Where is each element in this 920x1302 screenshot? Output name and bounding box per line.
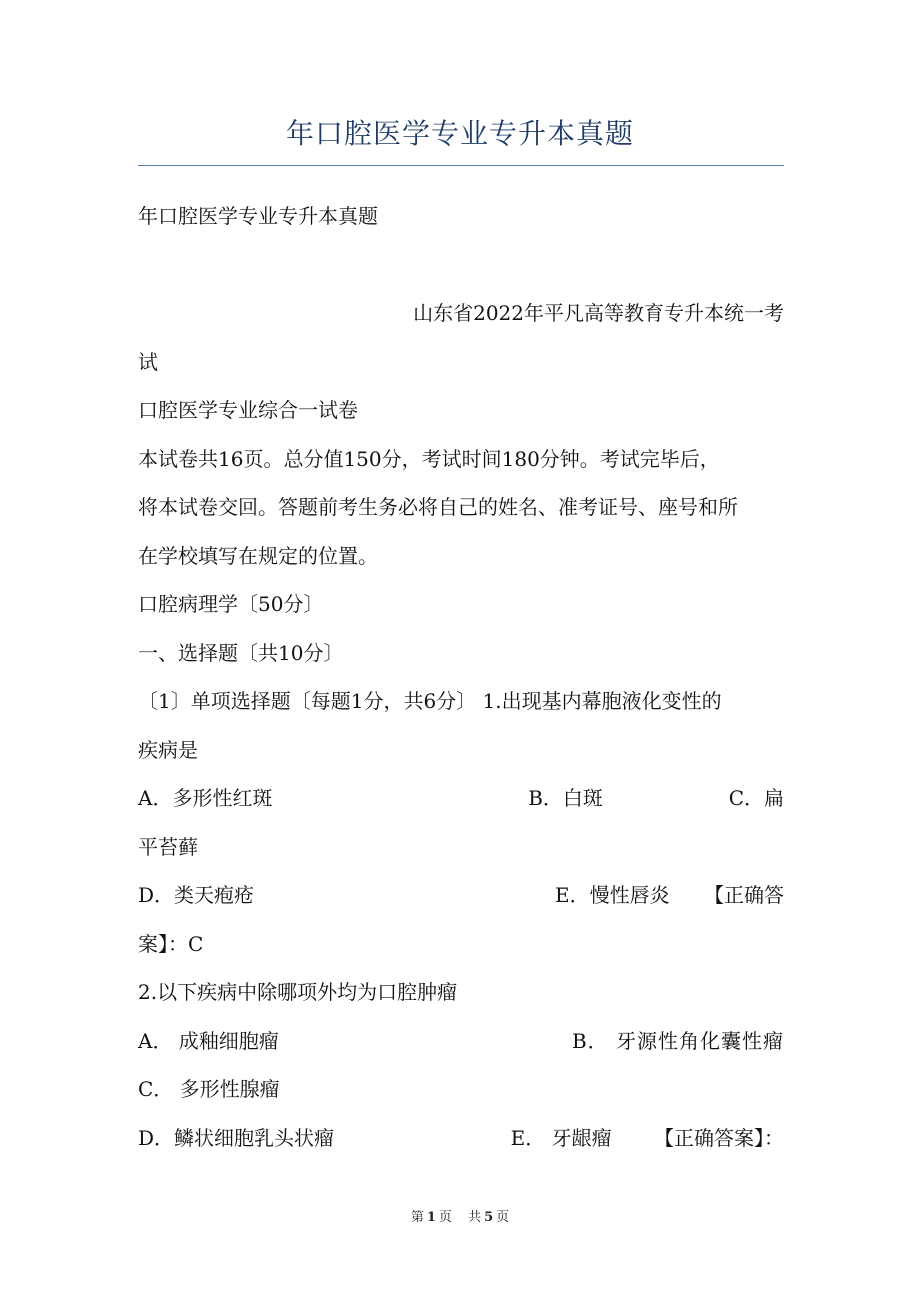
instructions-line: 将本试卷交回。答题前考生务必将自己的姓名、准考证号、座号和所: [138, 495, 738, 519]
option-e: E． 牙龈瘤: [510, 1125, 612, 1150]
document-title: 年口腔医学专业专升本真题: [285, 117, 634, 150]
exam-line-wrap: 试: [138, 349, 158, 374]
instructions-line: 在学校填写在规定的位置。: [138, 543, 378, 568]
total-pages: 共 5 页: [468, 1210, 510, 1225]
answer-label: 【正确答案】：: [654, 1125, 784, 1150]
option-e: E．慢性唇炎: [555, 883, 670, 907]
question-1-stem: 〔1〕单项选择题〔每题1分，共6分〕 1.出现基内幕胞液化变性的: [138, 689, 722, 713]
instructions-line: 本试卷共16页。总分值150分，考试时间180分钟。考试完毕后，: [138, 446, 720, 471]
title-underline: [138, 165, 784, 166]
option-b: B． 牙源性角化囊性瘤: [571, 1028, 784, 1053]
body-heading: 年口腔医学专业专升本真题: [138, 204, 378, 228]
option-d: D．鳞状细胞乳头状瘤: [138, 1125, 335, 1150]
option-d: D．类天疱疮: [138, 883, 255, 907]
question-1-options-row: [138, 774, 784, 823]
question-2-stem: 2.以下疾病中除哪项外均为口腔肿瘤: [138, 980, 458, 1004]
part-heading: 一、选择题〔共10分〕: [138, 640, 344, 665]
question-2-options-row: [138, 1017, 784, 1066]
section-heading: 口腔病理学〔50分〕: [138, 592, 324, 616]
page-number: 第 1 页: [410, 1210, 452, 1225]
option-c-wrap: 平苔藓: [138, 834, 198, 859]
answer-label: 【正确答: [704, 883, 784, 907]
question-1-stem-wrap: 疾病是: [138, 737, 198, 762]
option-b: B．白斑: [528, 786, 603, 810]
option-c: C． 多形性腺瘤: [138, 1077, 280, 1101]
option-c: C．扁: [728, 786, 784, 810]
document-body: [138, 192, 784, 1162]
option-a: A．多形性红斑: [138, 786, 273, 810]
blank-line: [138, 241, 784, 290]
question-1-options-row-2: [138, 871, 784, 920]
paper-name: 口腔医学专业综合一试卷: [138, 398, 358, 422]
option-a: A． 成釉细胞瘤: [138, 1028, 279, 1053]
page-footer: [0, 1206, 920, 1225]
answer-value: 案】：C: [138, 931, 204, 956]
question-2-options-row-2: [138, 1114, 784, 1163]
exam-line: 山东省2022年平凡高等教育专升本统一考: [413, 301, 784, 325]
